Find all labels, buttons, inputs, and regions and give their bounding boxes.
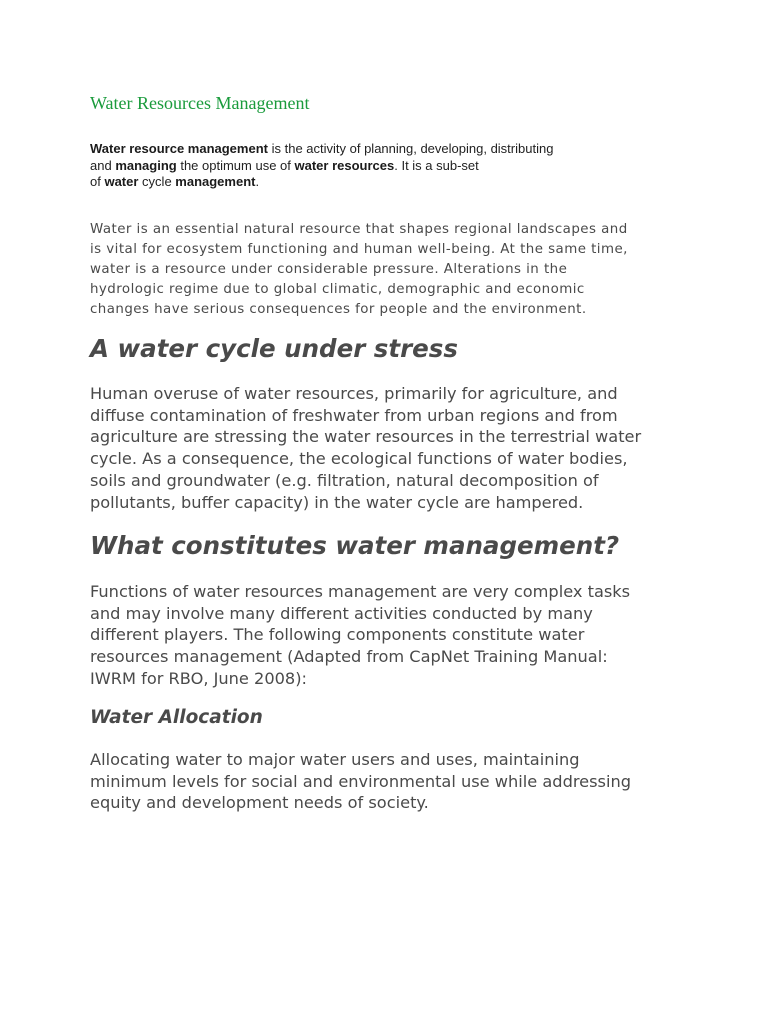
definition-text: . It is a sub-set [394,157,479,173]
water-management-paragraph [90,581,690,690]
section-heading-water-cycle: A water cycle under stress [90,334,458,363]
definition-line [90,158,650,175]
definition-term: managing [115,157,177,173]
definition-term: water [104,174,139,189]
paragraph-line: equity and development needs of society. [90,793,429,813]
paragraph-line: IWRM for RBO, June 2008): [90,668,308,688]
definition-term: Water resource management [90,141,268,156]
definition-text: cycle [138,174,176,189]
water-allocation-paragraph [90,749,690,814]
definition-text: . [255,174,260,189]
paragraph-line: changes have serious consequences for people and the environment. [90,302,587,317]
paragraph-line: different players. The following components constitute water [90,625,585,645]
definition-term: water resources [294,157,395,173]
paragraph-line: minimum levels for social and environmental use while addressing [90,771,632,791]
paragraph-line: agriculture are stressing the water resources in the terrestrial water [90,427,642,447]
definition-text: the optimum use of [176,157,295,173]
paragraph-line: water is a resource under considerable pressure. Alterations in the [90,262,568,277]
section-heading-water-allocation: Water Allocation [90,707,263,728]
paragraph-line: hydrologic regime due to global climatic, demographic and economic [90,282,585,297]
paragraph-line: pollutants, buffer capacity) in the water cycle are hampered. [90,492,584,512]
paragraph-line: cycle. As a consequence, the ecological functions of water bodies, [90,449,628,469]
water-cycle-paragraph [90,383,690,513]
definition-paragraph [90,141,650,191]
paragraph-line: and may involve many different activities conducted by many [90,603,593,623]
paragraph-line: Functions of water resources management are very complex tasks [90,582,631,601]
definition-line [90,141,650,158]
definition-text: is the activity of planning, developing, distributing [267,141,554,156]
paragraph-line: resources management (Adapted from CapNet Training Manual: [90,647,608,667]
section-heading-water-management: What constitutes water management? [90,531,620,560]
paragraph-line: Human overuse of water resources, primarily for agriculture, and [90,384,618,403]
intro-paragraph [90,220,690,320]
definition-text: and [90,157,116,173]
paragraph-line: diffuse contamination of freshwater from urban regions and from [90,405,618,425]
paragraph-line: Water is an essential natural resource that shapes regional landscapes and [90,222,628,237]
paragraph-line: is vital for ecosystem functioning and human well-being. At the same time, [90,242,628,257]
definition-text: of [90,174,105,189]
paragraph-line: Allocating water to major water users and uses, maintaining [90,750,580,769]
paragraph-line: soils and groundwater (e.g. filtration, natural decomposition of [90,470,599,490]
document-title: Water Resources Management [90,93,310,113]
definition-term: management [175,174,256,189]
definition-line [90,174,650,191]
